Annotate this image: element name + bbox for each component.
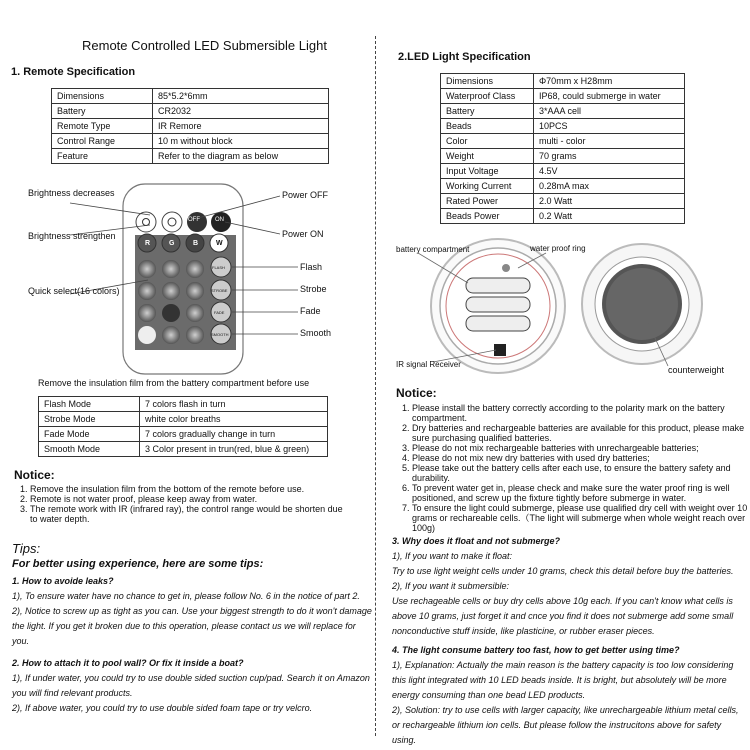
notice-item: 3. Please do not mix rechargeable batteries with unrechargeable batteries; [412, 443, 750, 453]
label-smooth: Smooth [300, 328, 332, 338]
label-brightness-strengthen: Brightness strengthen [28, 231, 116, 241]
label-quick-select: Quick select(16 colors) [28, 286, 120, 296]
notice-item: 6. To prevent water get in, please check and make sure the water proof ring is well positioned, and screw up the fixture tightly before submerge in water. [412, 483, 750, 503]
color-button [162, 304, 180, 322]
spec-value: 3 Color present in trun(red, blue & green) [140, 442, 328, 457]
label-power-off: Power OFF [282, 190, 329, 200]
color-button [162, 260, 180, 278]
spec-key: Beads [441, 119, 534, 134]
spec-key: Color [441, 134, 534, 149]
right-notice-list [396, 403, 750, 533]
color-button [138, 282, 156, 300]
b-button: B [193, 240, 199, 247]
color-button [138, 326, 156, 344]
strobe-button: STROBE [211, 288, 228, 293]
q4-answer-2: 2), Solution: try to use cells with larger capacity, like unrechargeable lithium metal cells, or rechargeable lithium ion cells. But please follow the instrucitons above for safety using. [392, 705, 739, 745]
spec-key: Weight [441, 149, 534, 164]
q3-answer-1: 1), If you want to make it float: [392, 551, 513, 561]
notice-item: 4. Please do not mix new dry batteries with used dry batteries; [412, 453, 750, 463]
spec-value: 85*5.2*6mm [153, 89, 329, 104]
label-fade: Fade [300, 306, 321, 316]
spec-value: 0.2 Watt [534, 209, 685, 224]
table-row [441, 149, 685, 164]
q3-answer-1-text: Try to use light weight cells under 10 grams, check this detail before buy the batteries. [392, 566, 734, 576]
label-brightness-decreases: Brightness decreases [28, 188, 115, 198]
q4-heading: 4. The light consume battery too fast, how to get better using time? [392, 645, 680, 655]
spec-value: white color breaths [140, 412, 328, 427]
color-button [186, 260, 204, 278]
color-button [162, 326, 180, 344]
table-row [441, 209, 685, 224]
spec-key: Flash Mode [39, 397, 140, 412]
modes-table [38, 396, 328, 457]
column-divider [375, 36, 376, 736]
label-battery-compartment: battery compartment [396, 245, 470, 254]
tips-subheading: For better using experience, here are some tips: [12, 558, 264, 570]
spec-key: Smooth Mode [39, 442, 140, 457]
table-row [52, 119, 329, 134]
label-counterweight: counterweight [668, 365, 725, 375]
tips-heading: Tips: [12, 541, 41, 556]
color-button [186, 326, 204, 344]
tip-answer: 2), If above water, you could try to use double sided foam tape or try velcro. [12, 703, 313, 713]
spec-key: Dimensions [441, 74, 534, 89]
table-row [441, 164, 685, 179]
notice-item: 3. The remote work with IR (infrared ray), the control range would be shorten due to water depth. [30, 504, 350, 524]
spec-value: CR2032 [153, 104, 329, 119]
tip-answer: 1), If under water, you could try to use double sided suction cup/pad. Search it on Amazon you will find relevant products. [12, 673, 370, 698]
spec-key: Working Current [441, 179, 534, 194]
notice-item: 1. Remove the insulation film from the bottom of the remote before use. [30, 484, 350, 494]
q4-answer-1: 1), Explanation: Actually the main reason is the battery capacity is too low considering this light integrated with 10 LED beads inside. It is bright, but absolutely will be more energy consuming than one bead LED products. [392, 660, 734, 700]
label-strobe: Strobe [300, 284, 327, 294]
q3-answer-2: 2), If you want it submersible: [392, 581, 510, 591]
spec-value: 4.5V [534, 164, 685, 179]
spec-key: Input Voltage [441, 164, 534, 179]
tip-answer: 2), Notice to screw up as tight as you can. Use your biggest strength to do it won't damage the light. If you get it broken due to this operation, please contact us we will replace for you. [12, 606, 372, 646]
spec-value: IP68, could submerge in water [534, 89, 685, 104]
g-button: G [169, 240, 175, 247]
smooth-button: SMOOTH [211, 332, 229, 337]
table-row [441, 134, 685, 149]
spec-key: Remote Type [52, 119, 153, 134]
w-button: W [216, 240, 223, 247]
spec-key: Feature [52, 149, 153, 164]
spec-value: multi - color [534, 134, 685, 149]
spec-key: Fade Mode [39, 427, 140, 442]
notice-item: 5. Please take out the battery cells after each use, to ensure the battery safety and durability. [412, 463, 750, 483]
tip-answer: 1), To ensure water have no chance to get in, please follow No. 6 in the notice of part 2. [12, 591, 360, 601]
table-row [52, 149, 329, 164]
flash-button: FLASH [212, 265, 225, 270]
tip-question: 2. How to attach it to pool wall? Or fix it inside a boat? [12, 658, 244, 668]
spec-key: Battery [441, 104, 534, 119]
page-title: Remote Controlled LED Submersible Light [82, 38, 327, 53]
right-notice-heading: Notice: [396, 386, 437, 400]
table-row [441, 119, 685, 134]
label-ir-receiver: IR signal Receiver [396, 360, 461, 369]
tip-question: 1. How to avoide leaks? [12, 576, 114, 586]
table-row [39, 442, 328, 457]
table-row [39, 397, 328, 412]
led-illustration [378, 238, 750, 378]
r-button: R [145, 240, 151, 247]
table-row [39, 427, 328, 442]
q3-heading: 3. Why does it float and not submerge? [392, 536, 561, 546]
notice-item: 7. To ensure the light could submerge, please use qualified dry cell with weight over 10 grams or rechareable cells.（The light will submerge when whole weight reach over 100g) [412, 503, 750, 533]
led-spec-table [440, 73, 685, 224]
color-button [162, 282, 180, 300]
spec-key: Control Range [52, 134, 153, 149]
insulation-note: Remove the insulation film from the battery compartment before use [38, 378, 310, 388]
spec-value: Φ70mm x H28mm [534, 74, 685, 89]
remote-spec-table [51, 88, 329, 164]
remote-spec-heading: 1. Remote Specification [11, 66, 136, 78]
fade-button: FADE [214, 310, 225, 315]
notice-item: 2. Dry batteries and rechargeable batteries are available for this product, please make sure purchasing qualified batteries. [412, 423, 750, 443]
table-row [441, 74, 685, 89]
table-row [441, 89, 685, 104]
spec-key: Beads Power [441, 209, 534, 224]
label-water-proof-ring: water proof ring [530, 244, 586, 253]
spec-key: Dimensions [52, 89, 153, 104]
table-row [52, 89, 329, 104]
spec-value: 10PCS [534, 119, 685, 134]
label-power-on: Power ON [282, 229, 324, 239]
color-button [186, 304, 204, 322]
q3-answer-2-text: Use rechageable cells or buy dry cells above 10g each. If you can't know what cells is above 10 grams, just forget it and cnce you find it does not submerge add some small nonconductive stuff inside, like plasticine, or rubber eraser pieces. [392, 596, 734, 636]
led-diagram [378, 238, 750, 378]
spec-value: 70 grams [534, 149, 685, 164]
left-notice-list [14, 484, 350, 524]
table-row [39, 412, 328, 427]
label-flash: Flash [300, 262, 323, 272]
spec-value: Refer to the diagram as below [153, 149, 329, 164]
led-spec-heading: 2.LED Light Specification [398, 51, 531, 63]
spec-value: 0.28mA max [534, 179, 685, 194]
spec-key: Waterproof Class [441, 89, 534, 104]
spec-value: 7 colors gradually change in turn [140, 427, 328, 442]
off-button: OFF [188, 217, 200, 223]
spec-value: 2.0 Watt [534, 194, 685, 209]
table-row [441, 179, 685, 194]
color-button [186, 282, 204, 300]
table-row [441, 194, 685, 209]
color-button [138, 260, 156, 278]
float-submerge-section [392, 534, 744, 748]
table-row [52, 104, 329, 119]
left-notice-heading: Notice: [14, 468, 55, 482]
spec-key: Battery [52, 104, 153, 119]
spec-value: 10 m without block [153, 134, 329, 149]
on-button: ON [215, 217, 224, 223]
color-button [138, 304, 156, 322]
remote-diagram [0, 180, 370, 380]
spec-key: Rated Power [441, 194, 534, 209]
spec-value: IR Remore [153, 119, 329, 134]
notice-item: 2. Remote is not water proof, please keep away from water. [30, 494, 350, 504]
spec-value: 7 colors flash in turn [140, 397, 328, 412]
spec-key: Strobe Mode [39, 412, 140, 427]
tips-list [12, 574, 372, 716]
spec-value: 3*AAA cell [534, 104, 685, 119]
table-row [441, 104, 685, 119]
table-row [52, 134, 329, 149]
notice-item: 1. Please install the battery correctly according to the polarity mark on the battery compartment. [412, 403, 750, 423]
remote-illustration [0, 180, 370, 380]
